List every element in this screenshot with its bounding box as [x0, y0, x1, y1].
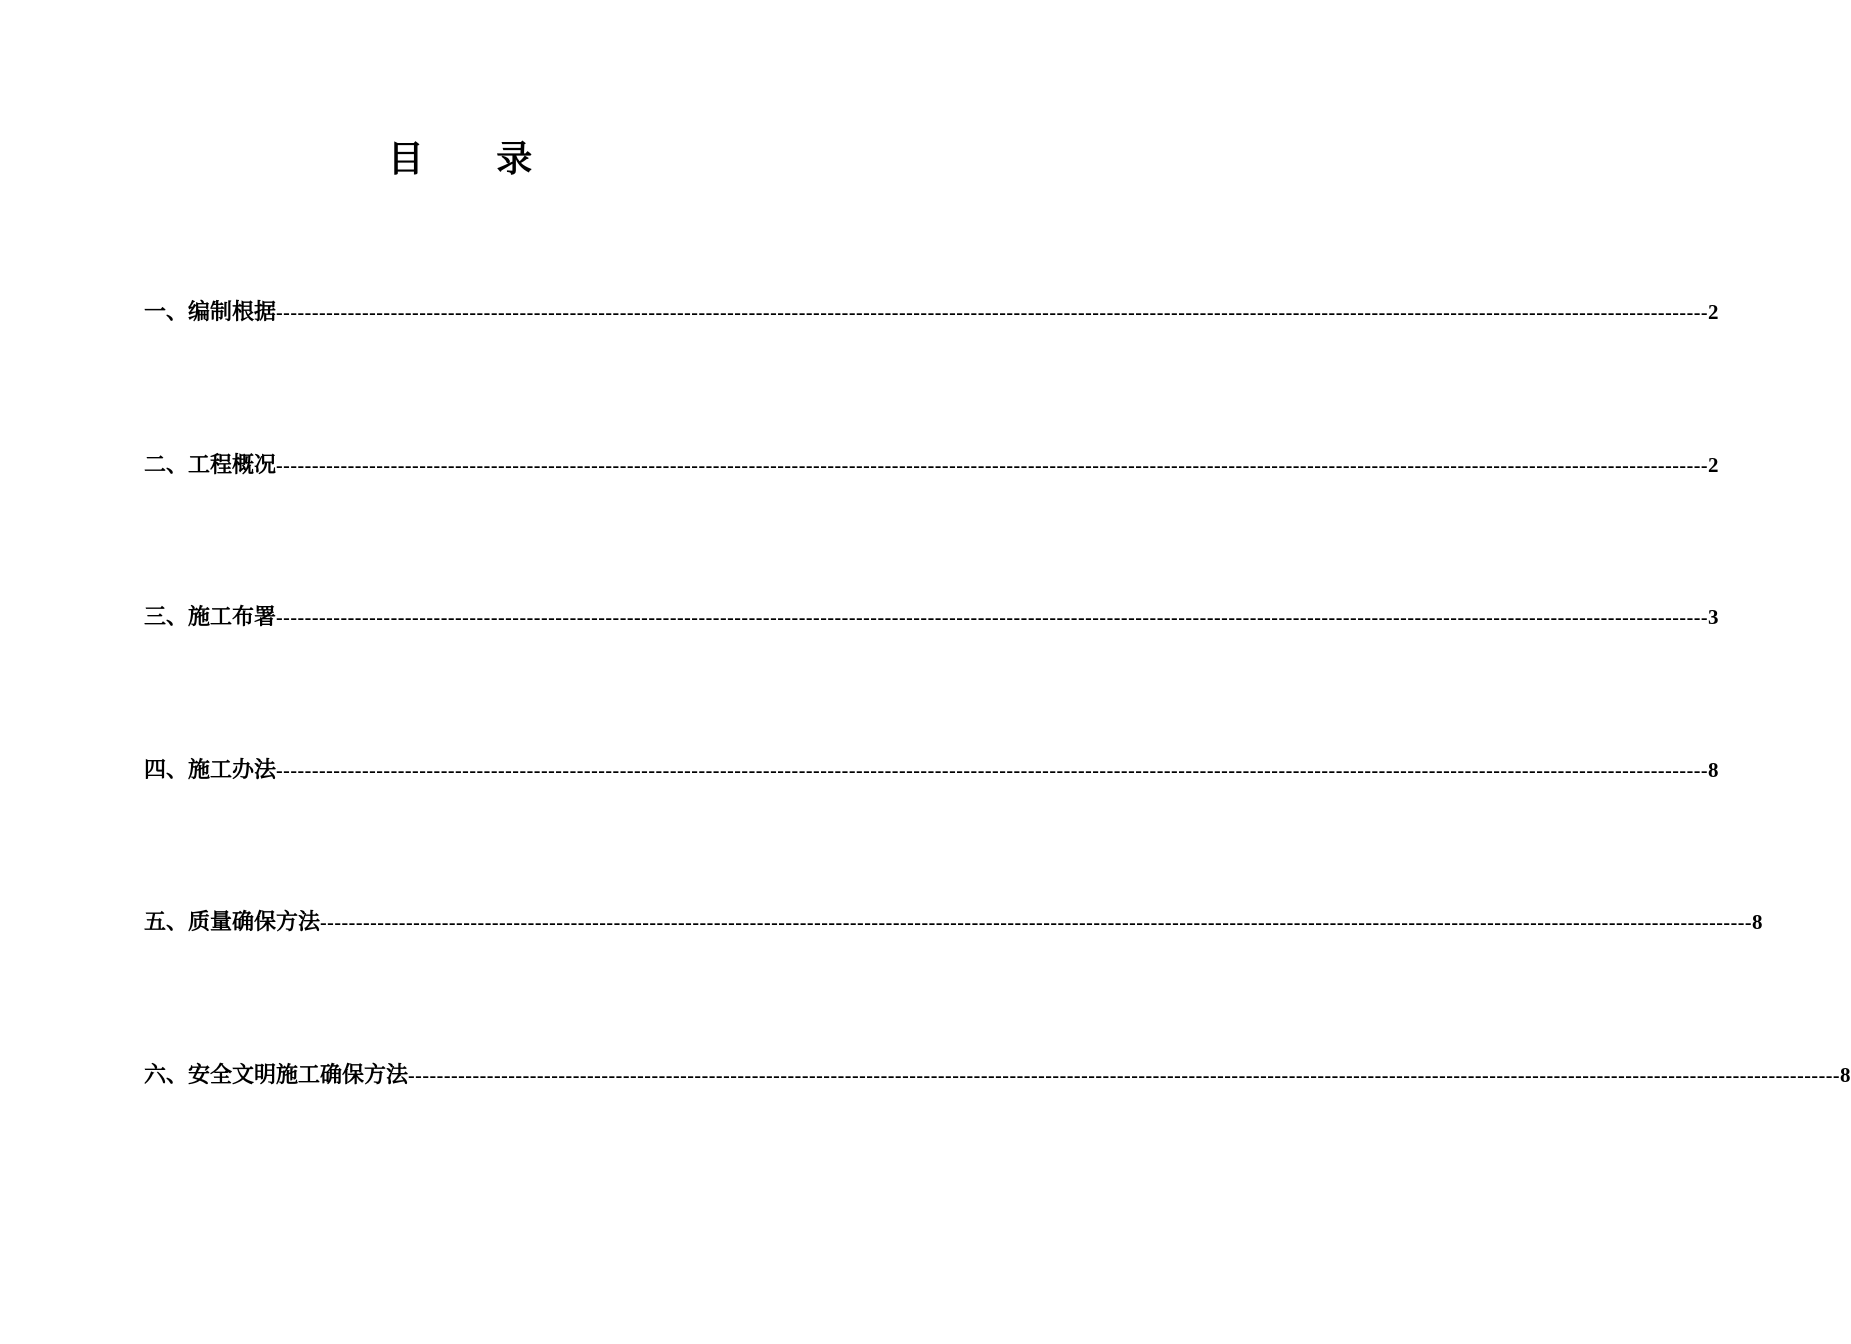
- toc-entry-page: 2: [1708, 452, 1719, 477]
- toc-entry-page: 8: [1708, 757, 1719, 782]
- toc-dot-leader: --------------------------------------------------------------------------------------------------------------------------------------------------------------------------------------------------------: [320, 912, 1753, 935]
- table-of-contents: [144, 292, 1851, 1208]
- toc-dot-leader: --------------------------------------------------------------------------------------------------------------------------------------------------------------------------------------------------------: [276, 454, 1709, 477]
- toc-entry[interactable]: [144, 902, 1763, 1055]
- toc-entry[interactable]: [144, 597, 1719, 750]
- toc-entry-page: 3: [1708, 605, 1719, 630]
- toc-entry-label: 六、安全文明施工确保方法: [144, 1061, 409, 1088]
- toc-entry[interactable]: [144, 445, 1719, 598]
- toc-entry-page: 2: [1708, 300, 1719, 324]
- toc-entry-label: 二、工程概况: [144, 451, 277, 478]
- toc-entry-label: 五、质量确保方法: [144, 909, 321, 936]
- toc-entry[interactable]: [144, 292, 1719, 445]
- toc-entry-page: 8: [1752, 910, 1763, 935]
- toc-dot-leader: --------------------------------------------------------------------------------------------------------------------------------------------------------------------------------------------------------: [276, 759, 1709, 782]
- toc-entry[interactable]: [144, 750, 1719, 903]
- page-title: 目 录: [387, 138, 563, 180]
- toc-entry-page: 8: [1840, 1062, 1851, 1087]
- toc-dot-leader: --------------------------------------------------------------------------------------------------------------------------------------------------------------------------------------------------------: [408, 1064, 1841, 1087]
- toc-dot-leader: --------------------------------------------------------------------------------------------------------------------------------------------------------------------------------------------------------: [276, 302, 1709, 324]
- toc-entry-label: 四、施工办法: [144, 756, 277, 783]
- toc-entry[interactable]: [144, 1055, 1851, 1208]
- toc-entry-label: 一、编制根据: [144, 299, 277, 325]
- toc-dot-leader: --------------------------------------------------------------------------------------------------------------------------------------------------------------------------------------------------------: [276, 607, 1709, 630]
- toc-entry-label: 三、施工布署: [144, 604, 277, 631]
